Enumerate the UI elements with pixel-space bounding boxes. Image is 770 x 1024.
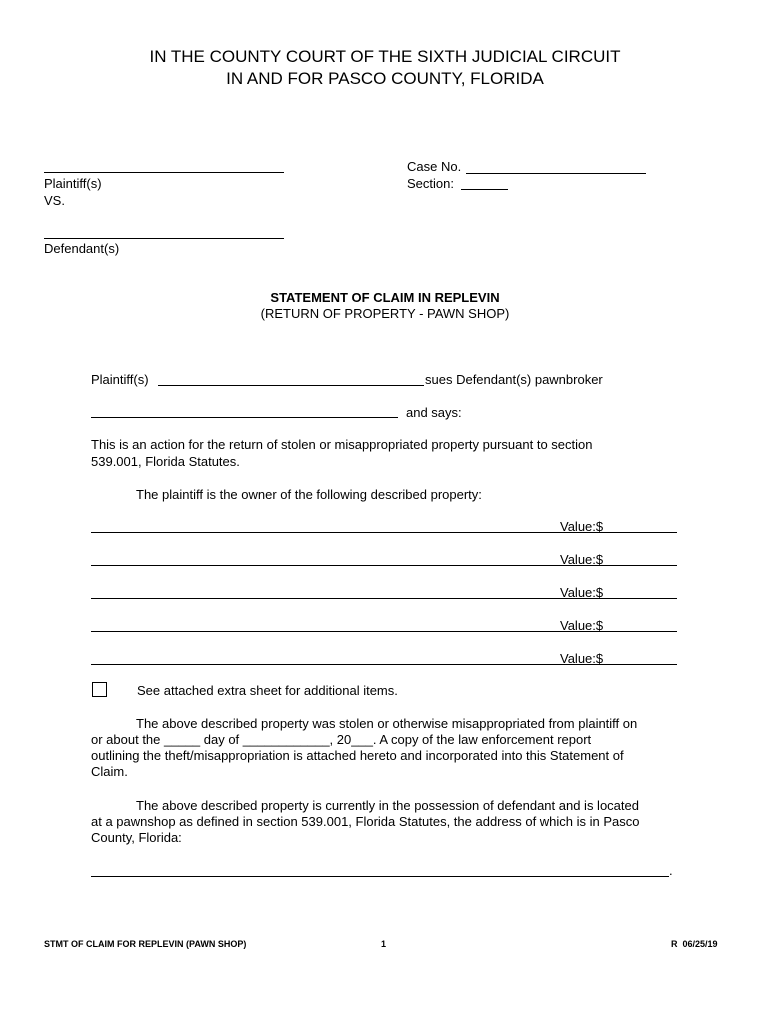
possession-text-line3: County, Florida: xyxy=(91,830,182,845)
plaintiff-prefix: Plaintiff(s) xyxy=(91,372,149,387)
and-says-text: and says: xyxy=(406,405,462,420)
action-text-line1: This is an action for the return of stolen or misappropriated property pursuant to section xyxy=(91,437,593,452)
footer-page-number: 1 xyxy=(381,939,387,949)
address-end-period: . xyxy=(669,863,673,878)
plaintiff-name-line[interactable] xyxy=(44,172,284,173)
form-title: STATEMENT OF CLAIM IN REPLEVIN xyxy=(270,290,500,305)
stolen-text-line3: outlining the theft/misappropriation is attached hereto and incorporated into this Statement of xyxy=(91,748,624,763)
possession-text-line2: at a pawnshop as defined in section 539.001, Florida Statutes, the address of which is in Pasco xyxy=(91,814,640,829)
action-text-line2: 539.001, Florida Statutes. xyxy=(91,454,240,469)
case-no-field[interactable] xyxy=(466,173,646,174)
plaintiff-sues-field[interactable] xyxy=(158,385,424,386)
sues-text: sues Defendant(s) pawnbroker xyxy=(425,372,603,387)
footer-form-title: STMT OF CLAIM FOR REPLEVIN (PAWN SHOP) xyxy=(44,939,247,949)
extra-sheet-checkbox[interactable] xyxy=(92,682,107,697)
footer-revision-date: R 06/25/19 xyxy=(671,939,718,949)
defendant-label: Defendant(s) xyxy=(44,241,120,256)
court-heading-line1: IN THE COUNTY COURT OF THE SIXTH JUDICIAL CIRCUIT xyxy=(149,47,621,66)
value-label: Value:$ xyxy=(560,519,604,534)
owner-text: The plaintiff is the owner of the following described property: xyxy=(136,487,482,502)
section-field[interactable] xyxy=(461,189,508,190)
court-heading-line2: IN AND FOR PASCO COUNTY, FLORIDA xyxy=(226,69,544,88)
defendant-name-line[interactable] xyxy=(44,238,284,239)
case-no-label: Case No. xyxy=(407,159,462,174)
form-subtitle: (RETURN OF PROPERTY - PAWN SHOP) xyxy=(260,306,510,321)
pawnbroker-name-field[interactable] xyxy=(91,417,398,418)
plaintiff-label: Plaintiff(s) xyxy=(44,176,102,191)
pawnshop-address-field[interactable] xyxy=(91,876,669,877)
value-label: Value:$ xyxy=(560,552,604,567)
value-label: Value:$ xyxy=(560,585,604,600)
section-label: Section: xyxy=(407,176,454,191)
stolen-text-line2: or about the _____ day of ____________, 20___. A copy of the law enforcement report xyxy=(91,732,592,747)
value-label: Value:$ xyxy=(560,618,604,633)
stolen-text-line4: Claim. xyxy=(91,764,128,779)
possession-text-line1: The above described property is currently in the possession of defendant and is located xyxy=(136,798,639,813)
extra-sheet-label: See attached extra sheet for additional items. xyxy=(137,683,398,698)
value-label: Value:$ xyxy=(560,651,604,666)
vs-label: VS. xyxy=(44,193,65,208)
stolen-text-line1: The above described property was stolen or otherwise misappropriated from plaintiff on xyxy=(136,716,638,731)
